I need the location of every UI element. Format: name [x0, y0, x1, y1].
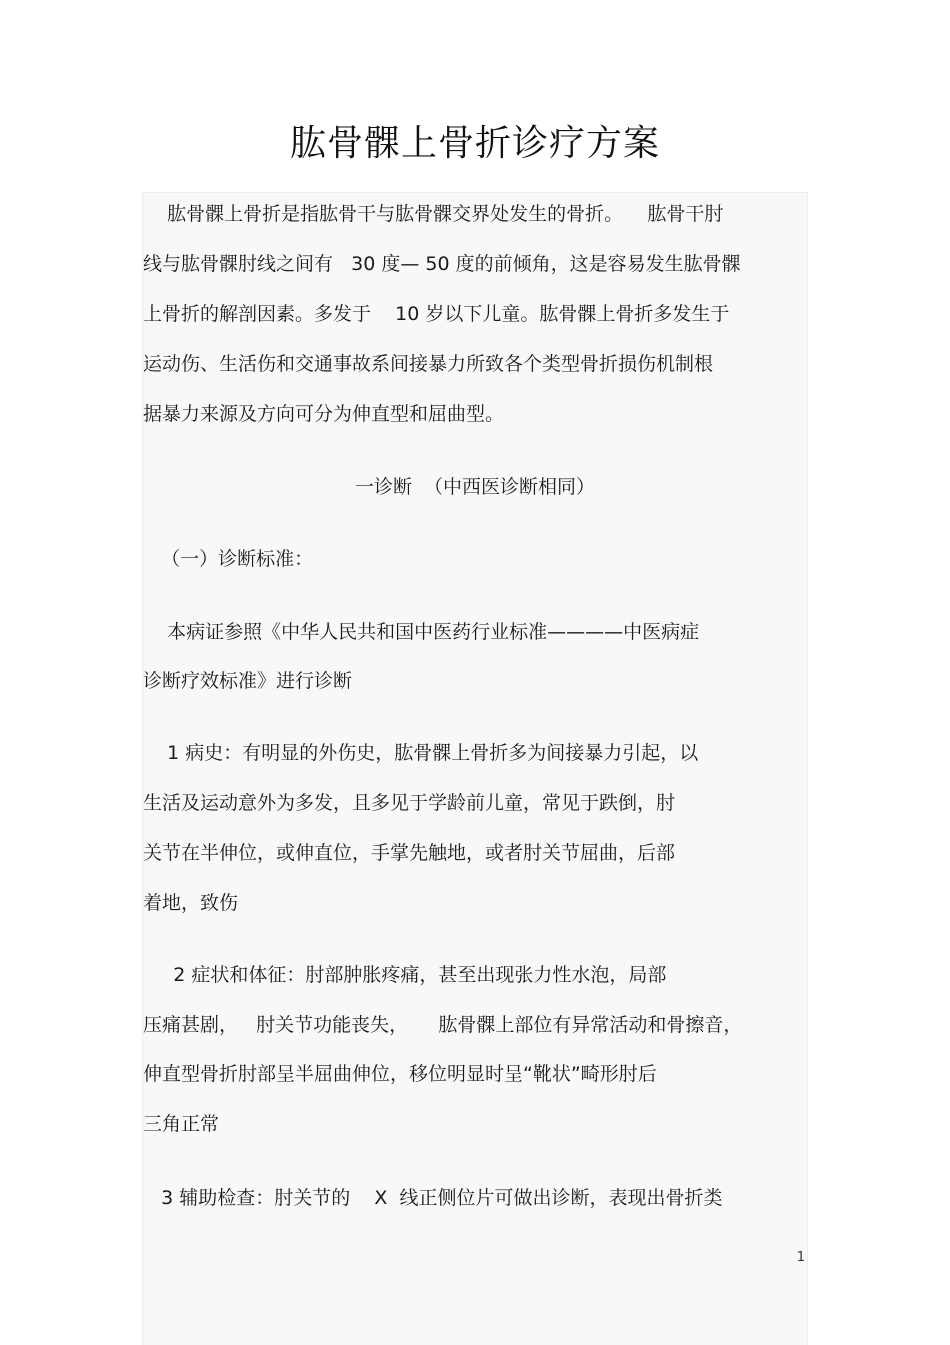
intro-line: 肱骨髁上骨折是指肱骨干与肱骨髁交界处发生的骨折。 肱骨干肘 — [143, 203, 724, 225]
intro-line: 运动伤、生活伤和交通事故系间接暴力所致各个类型骨折损伤机制根 — [143, 353, 714, 375]
page-number: 1 — [796, 1250, 805, 1265]
history-line: 生活及运动意外为多发，且多见于学龄前儿童，常见于跌倒，肘 — [143, 792, 676, 814]
subsection-heading-criteria: （一）诊断标准： — [143, 548, 314, 570]
history-line: 着地，致伤 — [143, 892, 239, 914]
reference-line: 本病证参照《中华人民共和国中医药行业标准————中医病症 — [143, 621, 700, 643]
intro-line: 据暴力来源及方向可分为伸直型和屈曲型。 — [143, 403, 505, 425]
symptoms-line: 三角正常 — [143, 1113, 220, 1135]
reference-line: 诊断疗效标准》进行诊断 — [143, 670, 353, 692]
section-heading-diagnosis: 一诊断 （中西医诊断相同） — [354, 476, 596, 498]
symptoms-line: 2 症状和体征：肘部肿胀疼痛，甚至出现张力性水泡，局部 — [143, 964, 667, 986]
intro-line: 线与肱骨髁肘线之间有 30 度— 50 度的前倾角，这是容易发生肱骨髁 — [143, 253, 741, 275]
symptoms-line: 伸直型骨折肘部呈半屈曲伸位，移位明显时呈“靴状”畸形肘后 — [143, 1063, 657, 1085]
history-line: 1 病史：有明显的外伤史，肱骨髁上骨折多为间接暴力引起，以 — [143, 742, 699, 764]
symptoms-line: 压痛甚剧， 肘关节功能丧失， 肱骨髁上部位有异常活动和骨擦音， — [143, 1014, 743, 1036]
intro-line: 上骨折的解剖因素。多发于 10 岁以下儿童。肱骨髁上骨折多发生于 — [143, 303, 730, 325]
document-title: 肱骨髁上骨折诊疗方案 — [289, 123, 660, 164]
history-line: 关节在半伸位，或伸直位，手掌先触地，或者肘关节屈曲，后部 — [143, 842, 676, 864]
auxiliary-line: 3 辅助检查：肘关节的 X 线正侧位片可做出诊断，表现出骨折类 — [143, 1187, 723, 1209]
